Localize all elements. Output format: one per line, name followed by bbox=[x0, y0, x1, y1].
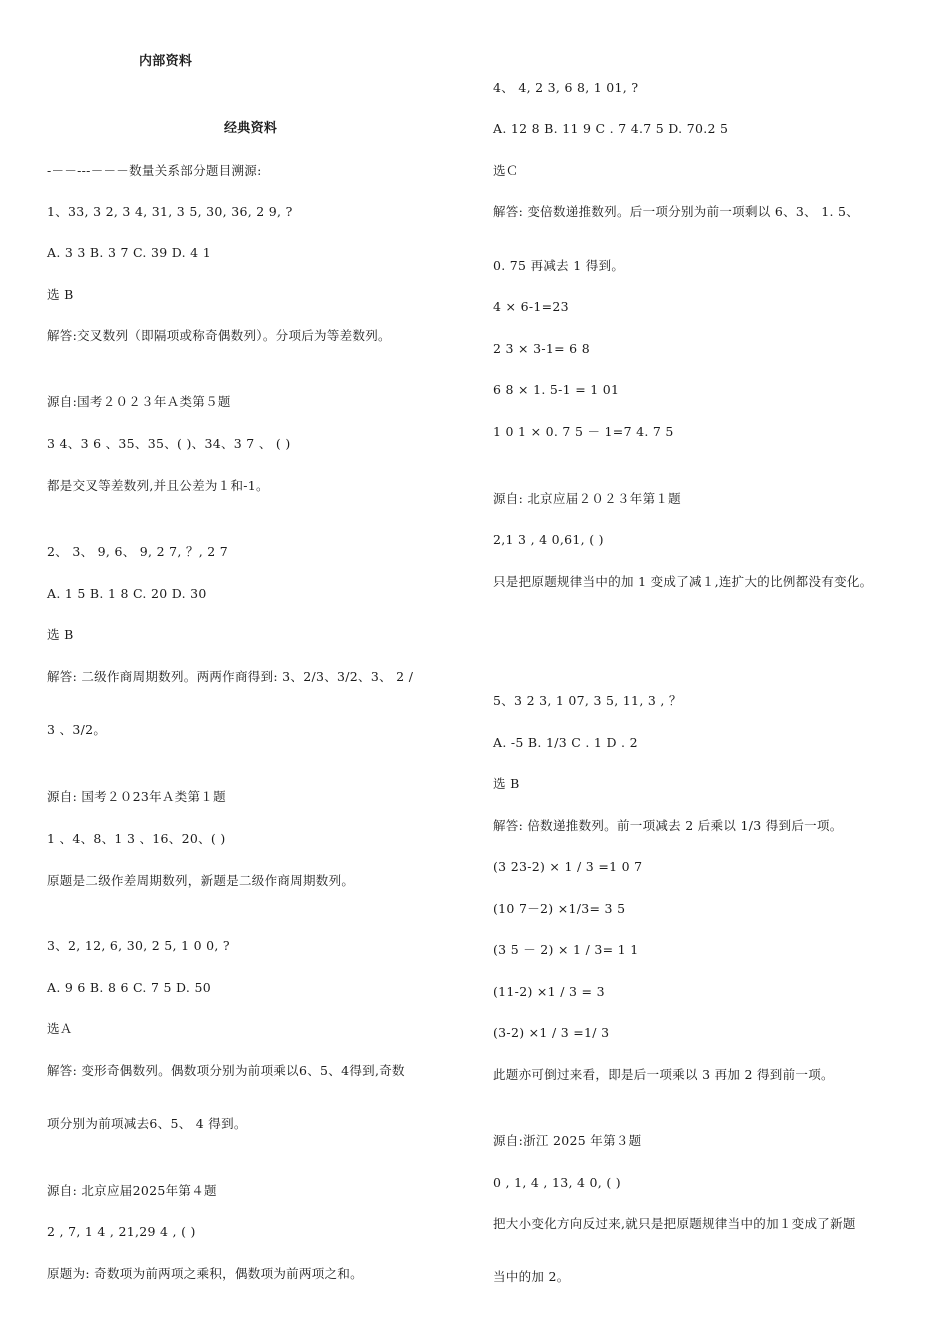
right-text-line: 源自:浙江 2025 年第３题 bbox=[493, 1133, 642, 1148]
left-text-line: 源自: 国考２０23年Ａ类第１题 bbox=[47, 789, 226, 804]
left-text-line: 都是交叉等差数列,并且公差为１和-1。 bbox=[47, 478, 269, 493]
right-text-line: A. -5 B. 1/3 C . 1 D . 2 bbox=[493, 735, 638, 750]
left-text-line: 原题是二级作差周期数列，新题是二级作商周期数列。 bbox=[47, 873, 355, 888]
left-text-line: 选 B bbox=[47, 627, 74, 642]
left-text-line: A. 3 3 B. 3 7 C. 39 D. 4 1 bbox=[47, 245, 211, 260]
left-text-line: 选 B bbox=[47, 287, 74, 302]
right-text-line: 此题亦可倒过来看，即是后一项乘以 3 再加 2 得到前一项。 bbox=[493, 1067, 834, 1082]
left-text-line: 内部资料 bbox=[139, 54, 193, 69]
right-text-line: 选 B bbox=[493, 776, 520, 791]
right-text-line: 1 0 1 × 0. 7 5 － 1=7 4. 7 5 bbox=[493, 424, 674, 439]
left-text-line: 3 4、3 6 、35、35、( )、34、3 7 、 ( ) bbox=[47, 436, 291, 451]
right-text-line: (3-2) ×1 / 3 =1/ 3 bbox=[493, 1025, 610, 1040]
right-text-line: 只是把原题规律当中的加 1 变成了减１,连扩大的比例都没有变化。 bbox=[493, 574, 873, 589]
right-text-line: 当中的加 2。 bbox=[493, 1269, 570, 1284]
left-text-line: 2 , 7, 1 4 , 21,29 4 , ( ) bbox=[47, 1224, 196, 1239]
left-text-line: 解答:交叉数列（即隔项或称奇偶数列）。分项后为等差数列。 bbox=[47, 328, 391, 343]
right-text-line: 6 8 × 1. 5-1 = 1 01 bbox=[493, 382, 620, 397]
right-text-line: (10 7－2) ×1/3= 3 5 bbox=[493, 901, 626, 916]
right-text-line: (3 5 － 2) × 1 / 3= 1 1 bbox=[493, 942, 639, 957]
right-text-line: 4 × 6-1=23 bbox=[493, 299, 569, 314]
left-text-line: A. 9 6 B. 8 6 C. 7 5 D. 50 bbox=[47, 980, 211, 995]
right-text-line: 4、 4, 2 3, 6 8, 1 01, ? bbox=[493, 80, 639, 95]
left-text-line: 原题为: 奇数项为前两项之乘积，偶数项为前两项之和。 bbox=[47, 1266, 363, 1281]
left-text-line: 源自:国考２０２３年Ａ类第５题 bbox=[47, 394, 231, 409]
left-text-line: 3、2, 12, 6, 30, 2 5, 1 0 0, ? bbox=[47, 938, 230, 953]
left-text-line: 解答: 二级作商周期数列。两两作商得到: 3、2/3、3/2、3、 2 / bbox=[47, 669, 414, 684]
left-text-line: 选Ａ bbox=[47, 1021, 73, 1036]
right-text-line: 解答: 倍数递推数列。前一项减去 2 后乘以 1/3 得到后一项。 bbox=[493, 818, 843, 833]
right-text-line: 选Ｃ bbox=[493, 163, 519, 178]
left-text-line: 经典资料 bbox=[224, 121, 278, 136]
right-text-line: 0 , 1, 4 , 13, 4 0, ( ) bbox=[493, 1175, 621, 1190]
right-text-line: (11-2) ×1 / 3 = 3 bbox=[493, 984, 605, 999]
right-text-line: 5、3 2 3, 1 07, 3 5, 11, 3 , ？ bbox=[493, 693, 682, 708]
right-text-line: 0. 75 再减去 1 得到。 bbox=[493, 258, 625, 273]
left-text-line: 2、 3、 9, 6、 9, 2 7, ？, 2 7 bbox=[47, 544, 229, 559]
right-text-line: 2,1 3 , 4 0,61, ( ) bbox=[493, 532, 604, 547]
right-text-line: 把大小变化方向反过来,就只是把原题规律当中的加１变成了新题 bbox=[493, 1216, 856, 1231]
left-text-line: 源自: 北京应届2025年第４题 bbox=[47, 1183, 217, 1198]
left-text-line: -－－---－－－数量关系部分题目溯源: bbox=[47, 163, 262, 178]
right-text-line: 2 3 × 3-1= 6 8 bbox=[493, 341, 590, 356]
right-text-line: 解答: 变倍数递推数列。后一项分别为前一项剩以 6、3、 1. 5、 bbox=[493, 204, 860, 219]
left-text-line: 项分别为前项减去6、5、 4 得到。 bbox=[47, 1116, 247, 1131]
left-text-line: A. 1 5 B. 1 8 C. 20 D. 30 bbox=[47, 586, 207, 601]
left-text-line: 1 、4、8、1 3 、16、20、( ) bbox=[47, 831, 226, 846]
right-text-line: 源自: 北京应届２０２３年第１题 bbox=[493, 491, 681, 506]
left-text-line: 1、33, 3 2, 3 4, 31, 3 5, 30, 36, 2 9, ? bbox=[47, 204, 293, 219]
right-text-line: (3 23-2) × 1 / 3 =1 0 7 bbox=[493, 859, 643, 874]
left-text-line: 3 、3/2。 bbox=[47, 722, 107, 737]
left-text-line: 解答: 变形奇偶数列。偶数项分别为前项乘以6、5、4得到,奇数 bbox=[47, 1063, 405, 1078]
right-text-line: A. 12 8 B. 11 9 C . 7 4.7 5 D. 70.2 5 bbox=[493, 121, 729, 136]
